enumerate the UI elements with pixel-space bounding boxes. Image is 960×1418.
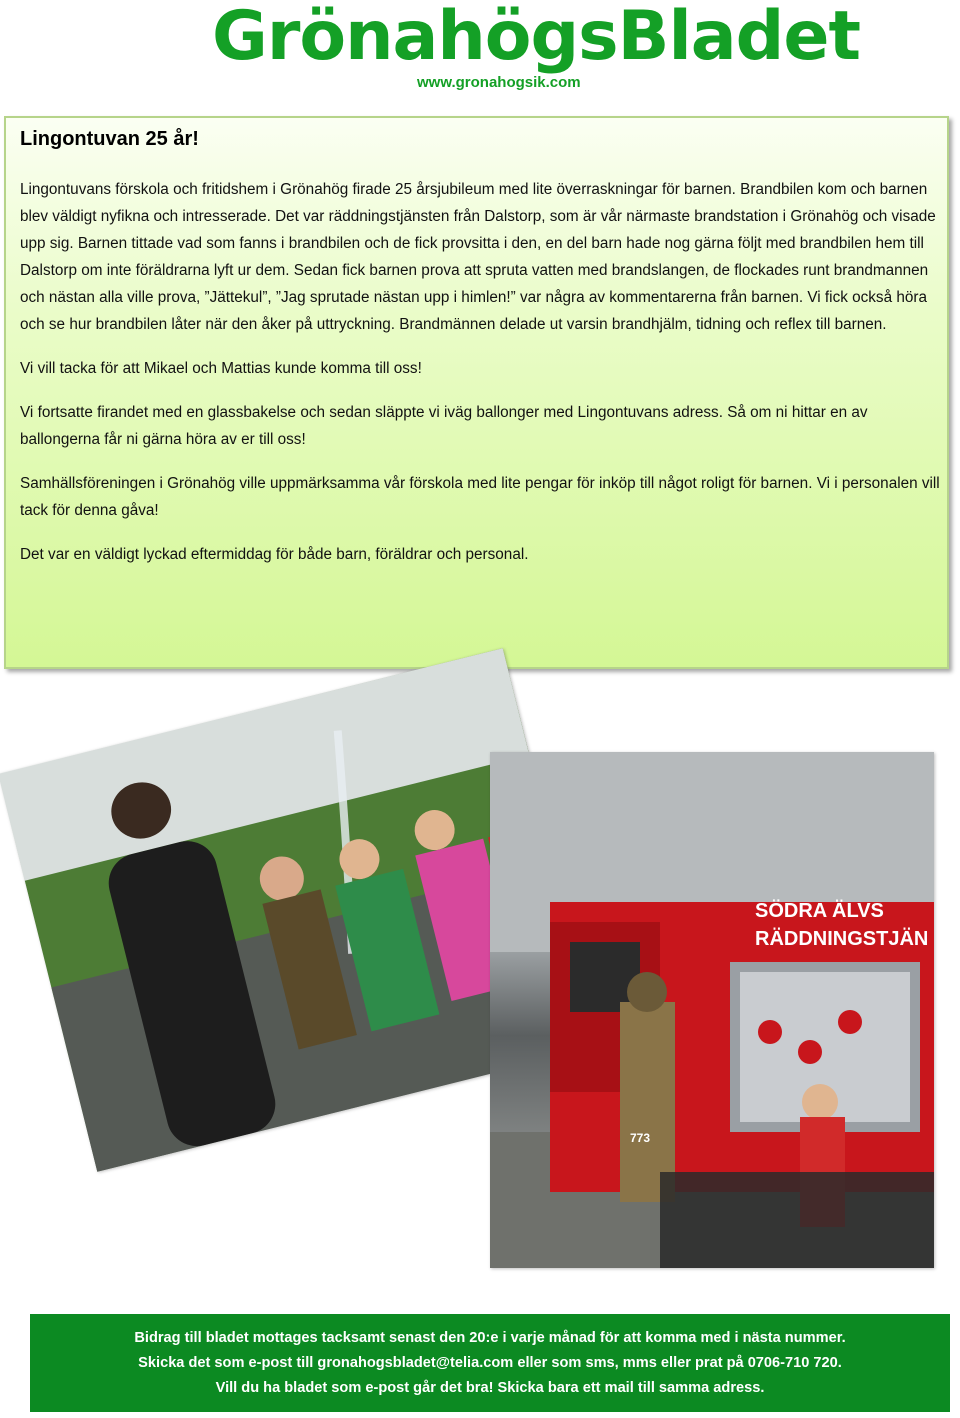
article-paragraph-4: Samhällsföreningen i Grönahög ville uppmärksamma vår förskola med lite pengar för inköp till något roligt för barnen. Vi i personalen vill tack för denna gåva! xyxy=(20,475,940,519)
masthead xyxy=(0,0,960,110)
truck-sign-line-1: SÖDRA ÄLVS xyxy=(755,900,884,922)
firefighter-number: 773 xyxy=(630,1131,651,1145)
article-paragraph-2: Vi vill tacka för att Mikael och Mattias kunde komma till oss! xyxy=(20,360,422,377)
truck-sign-line-2: RÄDDNINGSTJÄN xyxy=(755,928,929,950)
photo-fire-truck xyxy=(490,752,934,1268)
footer-line-3: Vill du ha bladet som e-post går det bra! Skicka bara ett mail till samma adress. xyxy=(215,1379,765,1396)
article-paragraph-5: Det var en väldigt lyckad eftermiddag för både barn, föräldrar och personal. xyxy=(20,546,529,563)
footer-line-1: Bidrag till bladet mottages tacksamt senast den 20:e i varje månad för att komma med i nästa nummer. xyxy=(134,1329,846,1346)
website-link[interactable]: www.gronahogsik.com xyxy=(417,74,581,91)
newsletter-title: GrönahögsBladet xyxy=(212,0,860,76)
footer-line-2: Skicka det som e-post till gronahogsbladet@telia.com eller som sms, mms eller prat på 0706-710 720. xyxy=(138,1354,842,1371)
footer-banner xyxy=(30,1314,950,1412)
article-headline: Lingontuvan 25 år! xyxy=(20,128,199,150)
article-paragraph-1: Lingontuvans förskola och fritidshem i Grönahög firade 25 årsjubileum med lite överraskningar för barnen. Brandbilen kom och barnen blev väldigt nyfikna och intresserade. Det var räddningstjänsten från Dalstorp, som är vår närmaste brandstation i Grönahög och visade upp sig. Barnen tittade vad som fanns i brandbilen och de fick provsitta i den, en del barn hade nog gärna följt med brandbilen hem till Dalstorp om inte föräldrarna lyft ur dem. Sedan fick barnen prova att spruta vatten med brandslangen, de flockades runt brandmannen och nästan alla ville prova, ”Jättekul”, ”Jag sprutade nästan upp i himlen!” var några av kommentarerna från barnen. Vi fick också höra och se hur brandbilen låter när den åker på uttryckning. Brandmännen delade ut varsin brandhjälm, tidning och reflex till barnen. xyxy=(20,181,936,333)
article-box xyxy=(4,116,949,669)
article-paragraph-3: Vi fortsatte firandet med en glassbakelse och sedan släppte vi iväg ballonger med Lingontuvans adress. Så om ni hittar en av ballongerna får ni gärna höra av er till oss! xyxy=(20,404,868,448)
article-body xyxy=(20,176,942,585)
photo-fire-truck-illustration xyxy=(490,752,934,1268)
